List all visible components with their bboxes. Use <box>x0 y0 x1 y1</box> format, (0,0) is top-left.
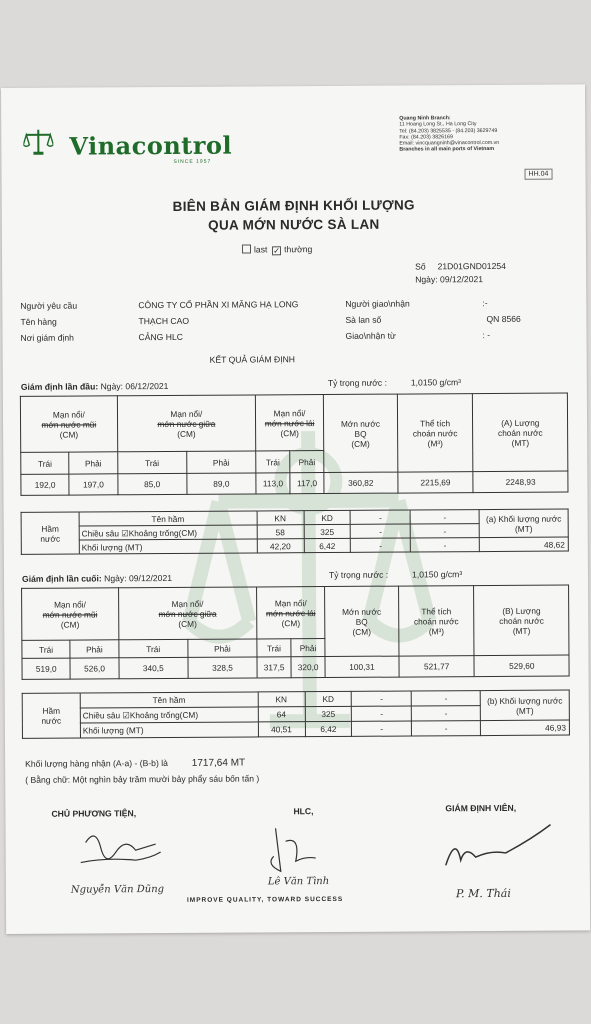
branch-address: Quang Ninh Branch: 11 Hoang Long St., Ha Long City Tel: (84.203) 3825535 - (84.203) 3629749 Fax: (84.203) 3826169 Email: vincquangninh@vinacontrol.com.vn Branches in all main ports of Vietnam <box>399 115 500 154</box>
doc-title-line1: BIÊN BẢN GIÁM ĐỊNH KHỐI LƯỢNG <box>172 197 415 214</box>
document-page <box>1 84 590 934</box>
normal-checkbox-checked[interactable]: ✓ <box>273 246 281 256</box>
goods-label: Tên hàng <box>20 316 57 327</box>
svg-text:Nguyễn Văn Dũng: Nguyễn Văn Dũng <box>70 884 165 896</box>
last-values-row: 519,0 526,0 340,5 328,5 317,5 320,0 100,31 521,77 529,60 <box>22 655 569 679</box>
water-a-value: 48,62 <box>479 537 568 552</box>
first-ballast-table: Hầm nước Tên hầm KN KD - - (a) Khối lượng nước (MT) Chiều sâu ☑Khoảng trống(CM) 58 325 - - Khối lượng (MT) 42,20 6,42 - - 48,62 <box>21 509 569 555</box>
hlc-label: HLC, <box>293 806 314 817</box>
col-displacement-a: (A) Lượng choán nước (MT) <box>473 393 568 472</box>
deliver-value: :- <box>482 298 488 309</box>
doc-title-line2: QUA MỚN NƯỚC SÀ LAN <box>208 216 380 233</box>
last-ballast-table: Hầm nước Tên hầm KN KD - - (b) Khối lượng nước (MT) Chiều sâu ☑Khoảng trống(CM) 64 325 - - Khối lượng (MT) 40,51 6,42 - - 46,93 <box>22 690 570 739</box>
form-code: HH.04 <box>525 169 553 180</box>
report-date: Ngày: 09/12/2021 <box>415 274 484 285</box>
first-draft-table: Mạn nổi/ mớn nước mũi (CM) Mạn nổi/ mớn nước giữa (CM) Mạn nổi/ mớn nước lái (CM) Mớn nước BQ (CM) Thể tích choán nước (M³) (A) Lượng choán nước (MT) Trái Phải Trái Phải Trái Phải 192,0 197,0 85,0 89,0 113,0 117,0 360,82 2215,69 2248,93 <box>20 393 569 496</box>
last-checkbox[interactable] <box>242 244 251 253</box>
col-fore-draft: Mạn nổi/ mớn nước mũi (CM) <box>20 396 117 453</box>
water-b-value: 46,93 <box>480 720 569 736</box>
report-number: Số 21D01GND01254 <box>415 260 506 272</box>
from-label: Giao\nhận từ <box>345 330 396 341</box>
brand-name: Vinacontrol <box>69 130 233 161</box>
vessel-owner-label: CHỦ PHƯƠNG TIỆN, <box>51 808 137 819</box>
barge-label: Sà lan số <box>345 314 382 325</box>
inspector-signature <box>435 815 566 906</box>
col-aft-draft: Mạn nổi/ mớn nước lái (CM) <box>255 395 323 451</box>
first-inspection-line: Giám định lần đầu: Ngày: 06/12/2021 <box>20 380 169 392</box>
place-label: Nơi giám định <box>20 332 74 343</box>
first-values-row: 192,0 197,0 85,0 89,0 113,0 117,0 360,82 2215,69 2248,93 <box>21 471 568 495</box>
amount-in-words: ( Bằng chữ: Một nghìn bảy trăm mười bảy phẩy sáu bốn tấn ) <box>25 773 260 785</box>
svg-text:Lê Văn Tình: Lê Văn Tình <box>267 876 330 888</box>
inspector-label: GIÁM ĐỊNH VIÊN, <box>445 802 517 814</box>
col-volume: Thể tích choán nước (M³) <box>397 394 473 472</box>
received-quantity: Khối lượng hàng nhận (A-a) - (B-b) là 1717,64 MT <box>25 757 246 769</box>
hlc-signature <box>255 816 375 897</box>
barge-value: QN 8566 <box>486 313 521 325</box>
deliver-label: Người giao\nhận <box>345 298 410 309</box>
last-inspection-line: Giám định lần cuối: Ngày: 09/12/2021 <box>21 572 173 584</box>
brand-since: SINCE 1957 <box>173 158 212 165</box>
inspection-type-options: last ✓ thường <box>242 244 312 255</box>
goods-value: THẠCH CAO <box>138 315 190 327</box>
result-title: KẾT QUẢ GIÁM ĐỊNH <box>209 354 296 365</box>
col-displacement-b: (B) Lượng choán nước (MT) <box>474 585 569 656</box>
svg-text:P. M. Thái: P. M. Thái <box>455 886 511 901</box>
col-avg-draft: Mớn nước BQ (CM) <box>324 394 398 472</box>
last-density: Tỷ trọng nước : 1,0150 g/cm³ <box>328 569 463 581</box>
owner-signature <box>65 822 195 903</box>
col-mid-draft: Mạn nổi/ mớn nước giữa (CM) <box>117 395 256 452</box>
slogan: IMPROVE QUALITY, TOWARD SUCCESS <box>186 895 344 904</box>
place-value: CẢNG HLC <box>138 331 183 343</box>
requester-label: Người yêu cầu <box>20 300 78 311</box>
requester-value: CÔNG TY CỔ PHẦN XI MĂNG HẠ LONG <box>138 299 299 311</box>
last-draft-table: Mạn nổi/ mớn nước mũi (CM) Mạn nổi/ mớn nước giữa (CM) Mạn nổi/ mớn nước lái (CM) Mớn nước BQ (CM) Thể tích choán nước (M³) (B) Lượng choán nước (MT) Trái Phải Trái Phải Trái Phải 519,0 526,0 340,5 328,5 317,5 320,0 100,31 521,77 529,60 <box>21 585 570 680</box>
scales-logo-icon <box>23 128 53 156</box>
from-value: : - <box>482 330 491 341</box>
first-density: Tỷ trọng nước : 1,0150 g/cm³ <box>327 377 462 389</box>
